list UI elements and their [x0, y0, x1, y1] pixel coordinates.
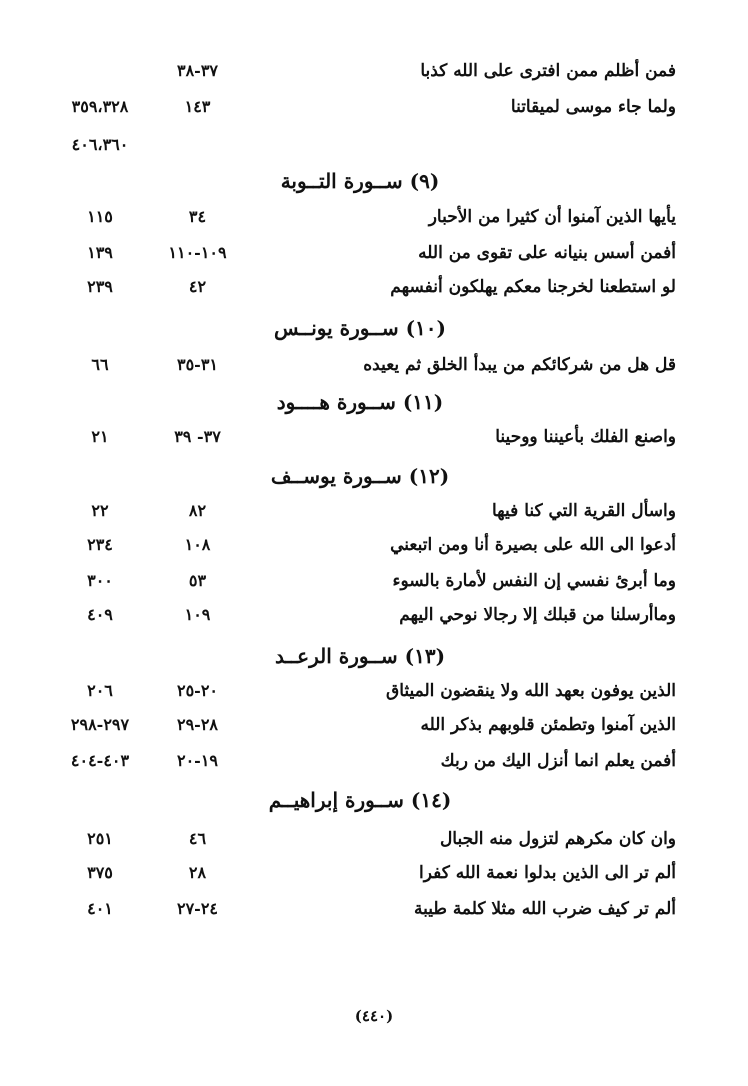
- index-row: [0, 350, 748, 380]
- page-reference: ٦٦: [91, 355, 109, 374]
- ayah-number: ١٠٨: [184, 535, 211, 554]
- index-row: [0, 566, 748, 596]
- page-reference: ١٣٩: [87, 243, 113, 262]
- ayah-number: ١٩-٢٠: [176, 751, 218, 770]
- index-row: [0, 202, 748, 232]
- index-row: [0, 530, 748, 560]
- index-row: [0, 858, 748, 888]
- surah-heading: (١١) ســورة هــــود: [276, 390, 444, 414]
- verse-text: وان كان مكرهم لتزول منه الجبال: [439, 829, 676, 849]
- surah-heading: (١٢) ســورة يوســف: [270, 464, 450, 488]
- verse-text: أفمن أسس بنيانه على تقوى من الله: [418, 243, 676, 263]
- surah-heading: (١٠) ســورة يونــس: [274, 316, 446, 340]
- ayah-number: ٢٨-٢٩: [176, 715, 218, 734]
- page-reference: ٤٠٦،٣٦٠: [71, 135, 129, 154]
- page-number: (٤٤٠): [354, 1007, 394, 1025]
- verse-text: فمن أظلم ممن افترى على الله كذبا: [420, 61, 676, 81]
- page-reference: ٤٠٣-٤٠٤: [70, 751, 130, 770]
- surah-heading: (١٣) ســورة الرعــد: [274, 644, 446, 668]
- index-row: [0, 676, 748, 706]
- index-row: [0, 746, 748, 776]
- ayah-number: ٢٠-٢٥: [176, 681, 218, 700]
- ayah-number: ١٠٩: [184, 605, 211, 624]
- index-row: [0, 422, 748, 452]
- verse-text: ولما جاء موسى لميقاتنا: [510, 97, 676, 117]
- index-row: [0, 56, 748, 86]
- page-reference: ٢٢: [91, 501, 109, 520]
- page-reference: ٢٩٧-٢٩٨: [70, 715, 130, 734]
- verse-text: ألم تر الى الذين بدلوا نعمة الله كفرا: [419, 863, 676, 883]
- verse-text: وماأرسلنا من قبلك إلا رجالا نوحي اليهم: [399, 605, 676, 625]
- ayah-number: ٣١-٣٥: [176, 355, 218, 374]
- ayah-number: ٥٣: [188, 571, 207, 590]
- verse-text: أفمن يعلم انما أنزل اليك من ربك: [440, 751, 676, 771]
- ayah-number: ٢٤-٢٧: [176, 899, 218, 918]
- index-row: [0, 600, 748, 630]
- index-row: [0, 238, 748, 268]
- ayah-number: ١٠٩-١١٠: [168, 243, 227, 262]
- ayah-number: ٤٦: [188, 829, 207, 848]
- page-reference: ٣٧٥: [87, 863, 113, 882]
- verse-text: الذين آمنوا وتطمئن قلوبهم بذكر الله: [420, 715, 676, 735]
- index-row: [0, 710, 748, 740]
- page-reference: ٢٠٦: [87, 681, 113, 700]
- verse-text: واصنع الفلك بأعيننا ووحينا: [495, 427, 676, 447]
- index-row: [0, 92, 748, 122]
- page-reference: ١١٥: [87, 207, 113, 226]
- surah-heading: (٩) ســورة التــوبة: [280, 169, 440, 193]
- index-row: [0, 496, 748, 526]
- page-reference: ٢٥١: [87, 829, 113, 848]
- ayah-number: ٣٧-٣٨: [176, 61, 218, 80]
- ayah-number: ٨٢: [188, 501, 207, 520]
- ayah-number: ٢٨: [188, 863, 207, 882]
- page-reference: ٣٠٠: [87, 571, 113, 590]
- page-reference: ٣٥٩،٣٢٨: [71, 97, 129, 116]
- surah-heading: (١٤) ســورة إبراهيــم: [268, 788, 452, 812]
- index-row: [0, 130, 748, 160]
- ayah-number: ١٤٣: [184, 97, 211, 116]
- index-row: [0, 272, 748, 302]
- verse-text: لو استطعنا لخرجنا معكم يهلكون أنفسهم: [390, 277, 676, 297]
- verse-text: الذين يوفون بعهد الله ولا ينقضون الميثاق: [386, 681, 676, 701]
- verse-text: ألم تر كيف ضرب الله مثلا كلمة طيبة: [414, 899, 676, 919]
- ayah-number: ٣٤: [188, 207, 207, 226]
- page-reference: ٢٣٩: [87, 277, 113, 296]
- verse-text: يأيها الذين آمنوا أن كثيرا من الأحبار: [428, 207, 676, 227]
- verse-text: واسأل القرية التي كنا فيها: [492, 501, 676, 521]
- page-reference: ٢٣٤: [87, 535, 113, 554]
- index-row: [0, 894, 748, 924]
- verse-text: وما أبرئ نفسي إن النفس لأمارة بالسوء: [392, 571, 676, 591]
- index-row: [0, 824, 748, 854]
- page-reference: ٤٠١: [87, 899, 113, 918]
- page-reference: ٢١: [91, 427, 109, 446]
- verse-text: أدعوا الى الله على بصيرة أنا ومن اتبعني: [390, 535, 676, 555]
- verse-text: قل هل من شركائكم من يبدأ الخلق ثم يعيده: [363, 355, 676, 375]
- page-reference: ٤٠٩: [87, 605, 113, 624]
- ayah-number: ٤٢: [188, 277, 207, 296]
- ayah-number: ٣٧- ٣٩: [174, 427, 221, 446]
